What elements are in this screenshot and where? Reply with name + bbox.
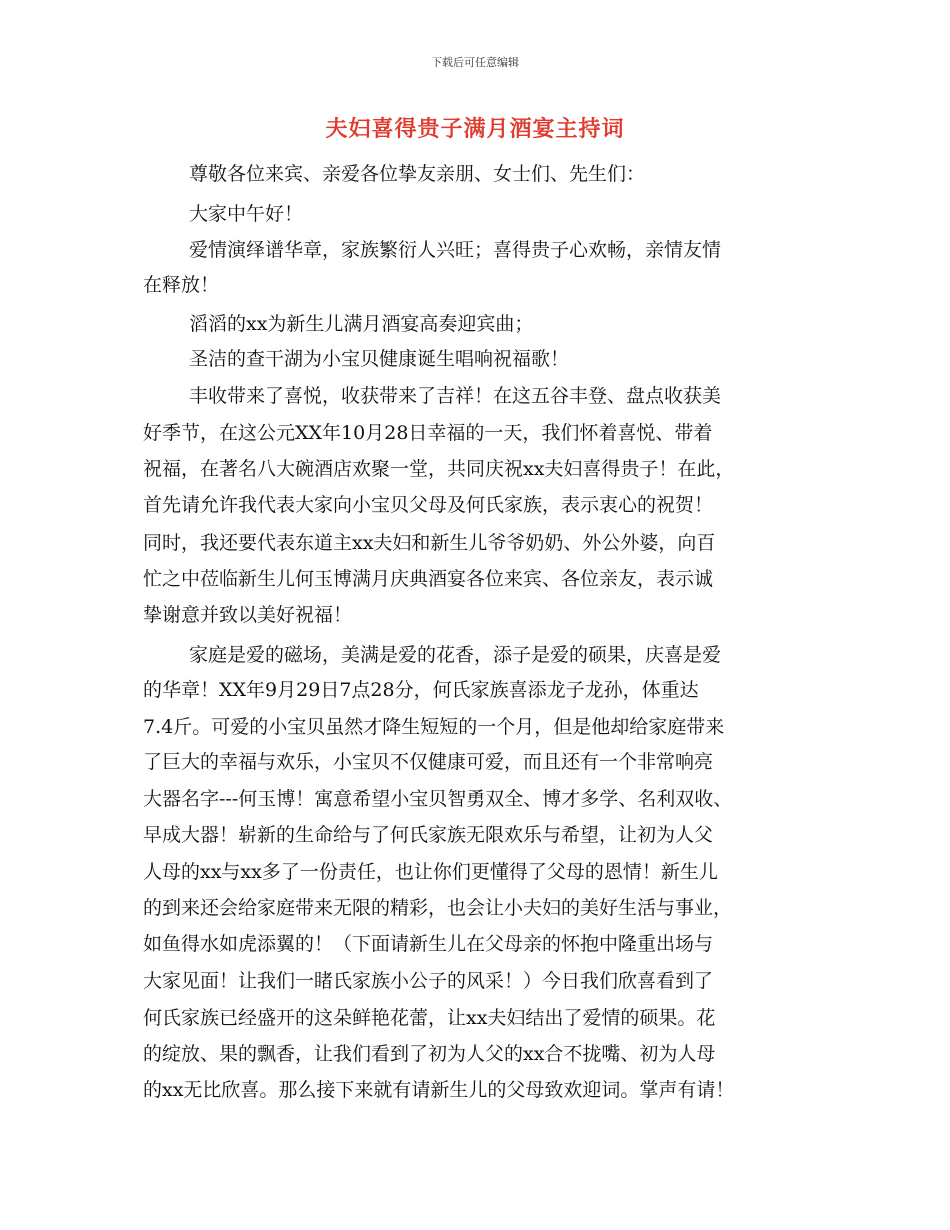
- body-line: 的到来还会给家庭带来无限的精彩，也会让小夫妇的美好生活与事业，: [143, 897, 733, 919]
- body-line: 爱情演绎谱华章，家族繁衍人兴旺；喜得贵子心欢畅，亲情友情: [189, 239, 722, 261]
- body-line: 了巨大的幸福与欢乐，小宝贝不仅健康可爱，而且还有一个非常响亮: [143, 751, 714, 773]
- body-line: 挚谢意并致以美好祝福！: [143, 604, 353, 626]
- body-line: 何氏家族已经盛开的这朵鲜艳花蕾，让xx夫妇结出了爱情的硕果。花: [143, 1007, 716, 1029]
- body-line: 在释放！: [143, 274, 220, 296]
- body-line: 早成大器！崭新的生命给与了何氏家族无限欢乐与希望，让初为人父: [143, 824, 714, 846]
- body-line: 首先请允许我代表大家向小宝贝父母及何氏家族，表示衷心的祝贺！: [143, 494, 714, 516]
- body-line: 7.4斤。可爱的小宝贝虽然才降生短短的一个月，但是他却给家庭带来: [143, 716, 725, 738]
- body-line: 祝福，在著名八大碗酒店欢聚一堂，共同庆祝xx夫妇喜得贵子！在此，: [143, 458, 735, 480]
- body-line: 的华章！XX年9月29日7点28分，何氏家族喜添龙子龙孙，体重达: [143, 679, 699, 701]
- body-line: 大器名字---何玉博！寓意希望小宝贝智勇双全、博才多学、名利双收、: [143, 788, 733, 810]
- body-line: 如鱼得水如虎添翼的！（下面请新生儿在父母亲的怀抱中隆重出场与: [143, 933, 714, 955]
- body-line: 家庭是爱的磁场，美满是爱的花香，添子是爱的硕果，庆喜是爱: [189, 644, 722, 666]
- document-title: 夫妇喜得贵子满月酒宴主持词: [325, 117, 625, 142]
- body-line: 丰收带来了喜悦，收获带来了吉祥！在这五谷丰登、盘点收获美: [189, 385, 722, 407]
- body-line: 的xx无比欣喜。那么接下来就有请新生儿的父母致欢迎词。掌声有请！: [143, 1079, 735, 1101]
- body-line: 忙之中莅临新生儿何玉博满月庆典酒宴各位来宾、各位亲友，表示诚: [143, 568, 714, 590]
- body-line: 大家见面！让我们一睹氏家族小公子的风采！）今日我们欣喜看到了: [143, 970, 714, 992]
- body-line: 同时，我还要代表东道主xx夫妇和新生儿爷爷奶奶、外公外婆，向百: [143, 532, 716, 554]
- body-line: 滔滔的xx为新生儿满月酒宴高奏迎宾曲；: [189, 313, 534, 335]
- body-line: 大家中午好！: [189, 203, 304, 225]
- body-line: 的绽放、果的飘香，让我们看到了初为人父的xx合不拢嘴、初为人母: [143, 1043, 716, 1065]
- body-line: 人母的xx与xx多了一份责任，也让你们更懂得了父母的恩情！新生儿: [143, 861, 718, 883]
- body-line: 圣洁的查干湖为小宝贝健康诞生唱响祝福歌！: [189, 348, 570, 370]
- body-line: 尊敬各位来宾、亲爱各位挚友亲朋、女士们、先生们：: [189, 163, 646, 185]
- body-line: 好季节，在这公元XX年10月28日幸福的一天，我们怀着喜悦、带着: [143, 422, 713, 444]
- page-header-note: 下载后可任意编辑: [431, 56, 519, 69]
